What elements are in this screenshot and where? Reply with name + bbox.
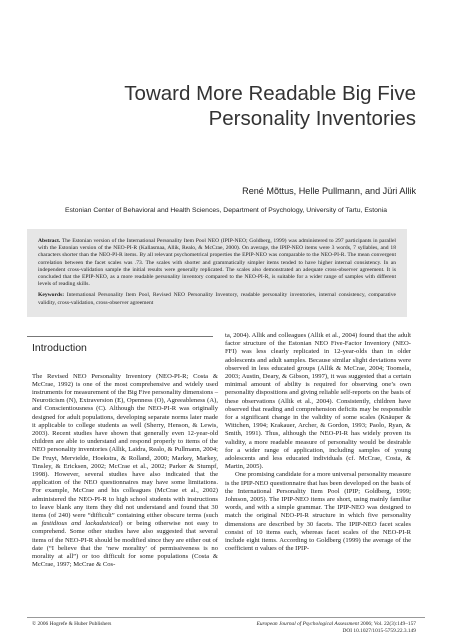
keywords-paragraph bbox=[38, 292, 396, 306]
affiliation: Estonian Center of Behavioral and Health Sciences, Department of Psychology, University of Tartu, Estonia bbox=[64, 207, 387, 214]
keywords-text: International Personality Item Pool, Revised NEO Personality Inventory, readable personality inventories, internal consistency, comparative validity, cross-validation, cross-observer agreement bbox=[38, 292, 396, 306]
intro-paragraph-1 bbox=[32, 373, 218, 570]
term-fastidious: fastidious bbox=[41, 520, 68, 528]
section-divider bbox=[27, 336, 213, 337]
journal-volume: 2006; Vol. 22(3):149–157 bbox=[358, 621, 416, 627]
copyright-notice: © 2006 Hogrefe & Huber Publishers bbox=[32, 621, 112, 627]
keywords-label: Keywords: bbox=[38, 292, 65, 299]
intro-text-a: The Revised NEO Personality Inventory (NEO-PI-R; Costa & McCrae, 1992) is one of the most comprehensive and widely used instruments for measurement of the Big Five personality dimensions – Neuroticism (N), Extraversion (E), Openness (O), Agreeableness (A), and Conscientiousness (C). Although the NEO-PI-R was originally designed for adult populations, developing separate norms later made it applicable to college students as well (Sherry, Henson, & Lewis, 2003). Recent studies have shown that generally even 12-year-old children are able to understand and respond properly to items of the NEO personality inventories (Allik, Laidra, Realo, & Pullmann, 2004; De Fruyt, Mervielde, Hoekstra, & Rolland, 2000; Markey, Markey, Tinsley, & Ericksen, 2002; McCrae et al., 2002; Parker & Stumpf, 1998). However, several studies have also indicated that the application of the NEO questionnaires may have some limitations. For example, McCrae and his colleagues (McCrae et al., 2002) administered the NEO-PI-R to high school students with instructions to leave blank any item they did not understand and found that 30 items (of 240) were “difficult” containing either obscure terms (such as bbox=[32, 372, 218, 528]
article-title: Toward More Readable Big Five Personality Inventories bbox=[124, 82, 416, 130]
term-lackadaisical: lackadaisical bbox=[85, 520, 121, 528]
abstract-text: The Estonian version of the International Personality Item Pool NEO (IPIP-NEO; Goldberg, 1999) was administered to 297 participants in parallel with the Estonian version of the NEO-PI-R (Kallasmaa, Allik, Realo, & McCrae, 2000). On average, the IPIP-NEO items were 3 words, 7 syllables, and 18 characters shorter than the NEO-PI-R items. By all relevant psychometrical properties the EPIP-NEO was comparable to the NEO-PI-R. The mean convergent correlation between the facet scales was .73. The scales with shorter and grammatically simpler items tended to have higher internal consistency. In an independent cross-validation sample the initial results were generally replicated. The scales also demonstrated an adequate cross-observer agreement. It is concluded that the EPIP-NEO, as a more readable personality inventory compared to the NEO-PI-R, is suitable for a wider range of samples with different levels of reading skills. bbox=[38, 238, 396, 288]
section-heading: Introduction bbox=[32, 342, 87, 354]
author-list: René Mõttus, Helle Pullmann, and Jüri Allik bbox=[242, 186, 416, 196]
left-column bbox=[32, 366, 218, 576]
abstract-box bbox=[27, 229, 407, 317]
term-and: and bbox=[67, 520, 86, 528]
right-paragraph-1: ta, 2004). Allik and colleagues (Allik et al., 2004) found that the adult factor structure of the Estonian NEO Five-Factor Inventory (NEO-FFI) was less clearly replicated in 12-year-olds than in older adolescents and adult samples. Because similar slight deviations were observed in less educated groups (Allik & McCrae, 2004; Toomela, 2003; Austin, Deary, & Gibson, 1997), it was suggested that a certain minimal amount of ability is required for observing one’s own personality dispositions and giving reliable self-reports on the basis of these observations (Allik et al., 2004). Consistently, children have observed that reading and comprehension deficits may be responsible for a significant change in the validity of some scales (Knäuper & Wittchen, 1994; Krakauer, Archer, & Gordon, 1993; Paolo, Ryan, & Smith, 1991). Thus, although the NEO-PI-R has widely proven its validity, a more readable measure of personality would be desirable for a wider range of application, including samples of young adolescents and less educated individuals (cf. McCrae, Costa, & Martin, 2005). bbox=[225, 332, 411, 471]
right-paragraph-2: One promising candidate for a more universal personality measure is the IPIP-NEO questionnaire that has been developed on the basis of the International Personality Item Pool (IPIP; Goldberg, 1999; Johnson, 2005). The IPIP-NEO items are short, using mainly familiar words, and with a simple grammar. The IPIP-NEO was designed to match the original NEO-PI-R structure in which five personality dimensions are described by 30 facets. The IPIP-NEO facet scales consist of 10 items each, whereas facet scales of the NEO-PI-R include eight items. According to Goldberg (1999) the average of the coefficient α values of the IPIP- bbox=[225, 471, 411, 553]
abstract-label: Abstract. bbox=[38, 238, 61, 244]
doi: DOI 10.1027/1015-5759.22.3.149 bbox=[342, 627, 416, 634]
right-column bbox=[225, 332, 411, 553]
footer-divider bbox=[27, 617, 425, 618]
intro-text-b: ) or being otherwise not easy to comprehend. Some other studies have also suggested that several items of the NEO-PI-R should be modified since they are either out of date (“I believe that the ‘new morality’ of permissiveness is no morality at all”) or too difficult for some populations (Costa & McCrae, 1997; McCrae & Cos- bbox=[32, 520, 218, 569]
journal-citation bbox=[257, 621, 416, 634]
journal-line bbox=[257, 621, 416, 628]
abstract-paragraph bbox=[38, 238, 396, 288]
journal-name: European Journal of Psychological Assessment bbox=[256, 621, 359, 627]
